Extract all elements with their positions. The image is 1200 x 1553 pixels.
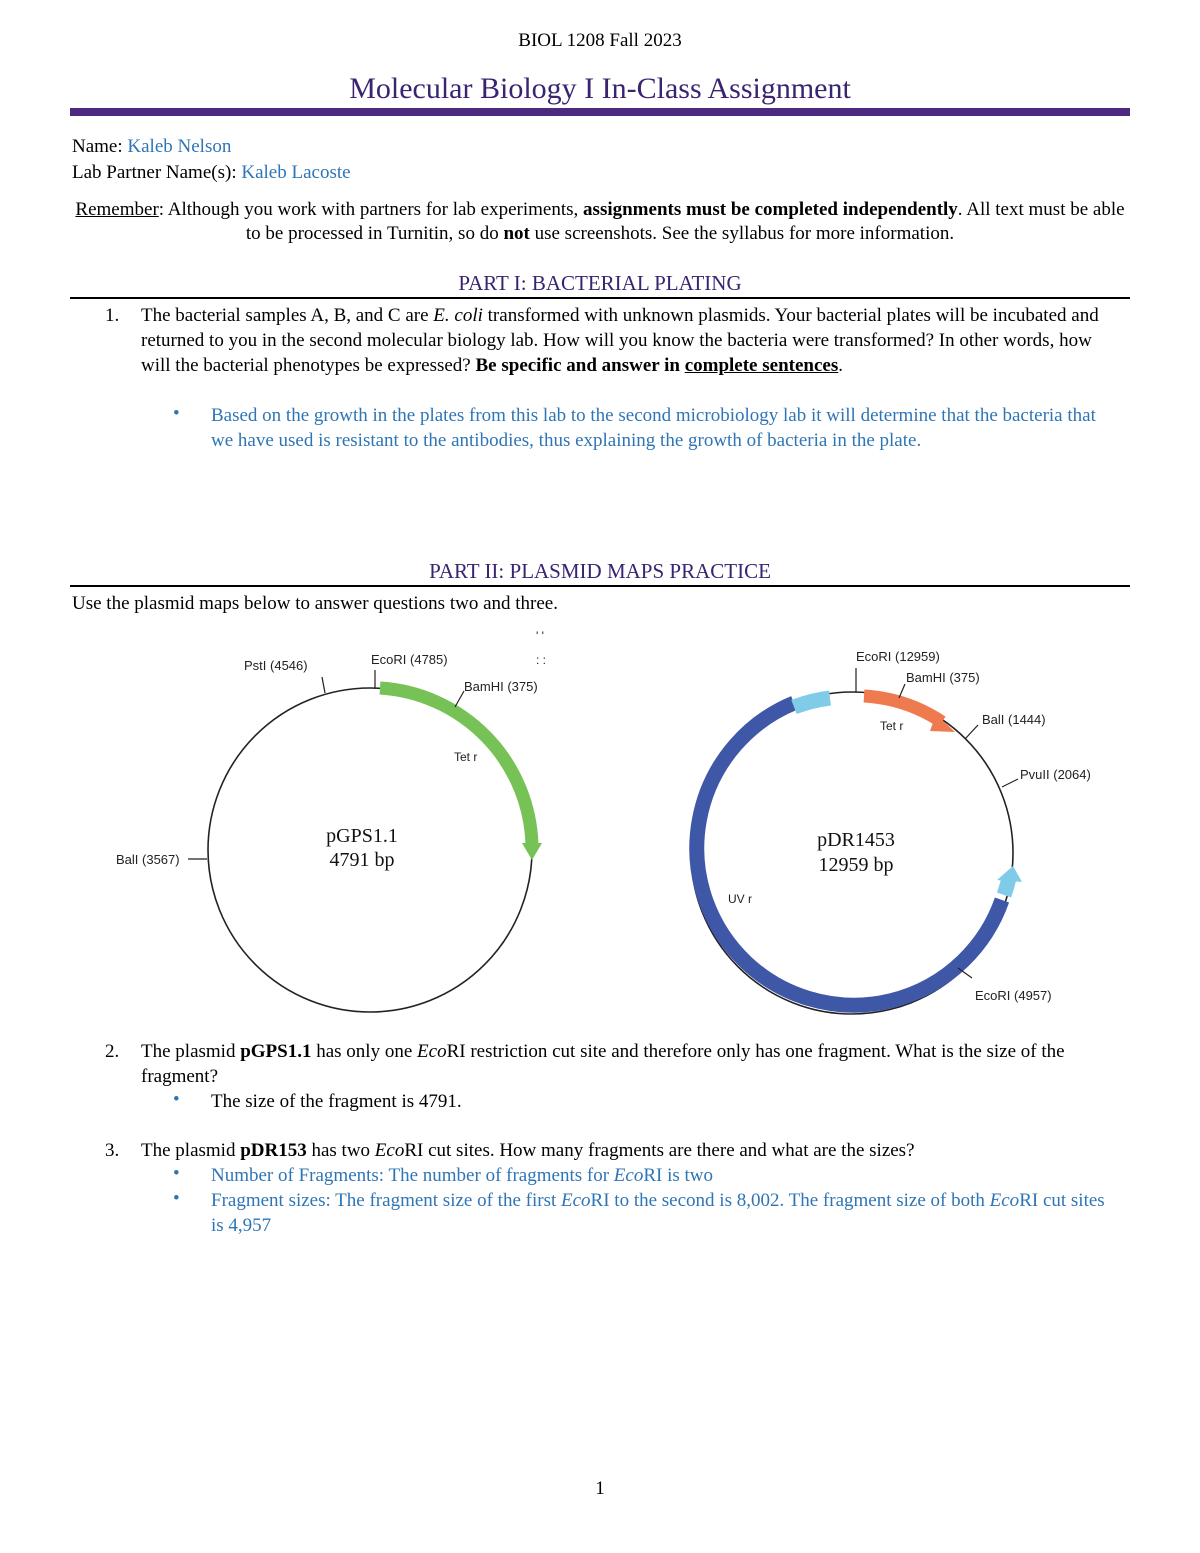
a3a-text-a: Number of Fragments: The number of fragments for bbox=[211, 1165, 614, 1186]
plasmid-2-name: pDR1453 bbox=[817, 829, 895, 851]
q1-end: . bbox=[838, 355, 843, 376]
name-label: Name: bbox=[72, 136, 128, 157]
remember-label: Remember bbox=[75, 199, 159, 220]
plasmid-1-name: pGPS1.1 bbox=[326, 825, 398, 847]
bal2-site-tick bbox=[965, 725, 978, 739]
q1-text-b: transformed with unknown plasmids. Your bacterial plates will be incubated and returned to you in the second molecular biology lab. How will you know the bacteria were transformed? In other words, how will the bacterial phenotypes be expressed? bbox=[141, 305, 1099, 376]
bullet-dot: • bbox=[173, 1089, 180, 1110]
stray-mark-1: ' ' bbox=[536, 629, 544, 643]
a3b-text-a: Fragment sizes: The fragment size of the first bbox=[211, 1190, 561, 1211]
plasmid-1-tet-arrowhead bbox=[522, 843, 542, 860]
label-bali-2: BalI (1444) bbox=[982, 712, 1046, 727]
a3b-text-b: RI to the second is 8,002. The fragment size of both bbox=[590, 1190, 990, 1211]
bam-site-tick bbox=[455, 691, 464, 707]
plasmid-1-tet-gene-arc bbox=[380, 688, 532, 845]
question-3-number: 3. bbox=[105, 1140, 120, 1161]
bullet-dot: • bbox=[173, 403, 180, 424]
q2-bold: pGPS1.1 bbox=[240, 1041, 312, 1062]
label-ecori-2a: EcoRI (12959) bbox=[856, 649, 940, 664]
plasmid-2-light-arrowhead bbox=[997, 866, 1022, 882]
remember-text-2: . All text must be able to be processed in Turnitin, so do bbox=[245, 199, 1125, 244]
course-header: BIOL 1208 Fall 2023 bbox=[518, 30, 682, 51]
bullet-dot: • bbox=[173, 1163, 180, 1184]
q1-bold: Be specific and answer in bbox=[475, 355, 685, 376]
plasmid-1-size: 4791 bp bbox=[329, 849, 395, 871]
label-uv-gene: UV r bbox=[728, 892, 752, 906]
a3a-text-b: RI is two bbox=[643, 1165, 714, 1186]
plasmid-2-light-segment-1 bbox=[794, 698, 830, 707]
bullet-dot: • bbox=[173, 1188, 180, 1209]
pvu-site-tick bbox=[1002, 779, 1018, 787]
q1-italic: E. coli bbox=[433, 305, 483, 326]
a3a-italic: Eco bbox=[613, 1165, 644, 1186]
q3-italic: Eco bbox=[374, 1140, 405, 1161]
a3b-italic-2: Eco bbox=[989, 1190, 1020, 1211]
q2-text-b: has only one bbox=[311, 1041, 418, 1062]
q2-italic: Eco bbox=[417, 1041, 447, 1062]
q3-text-c: RI cut sites. How many fragments are there and what are the sizes? bbox=[404, 1140, 915, 1161]
question-2-number: 2. bbox=[105, 1041, 120, 1062]
answer-1: Based on the growth in the plates from this lab to the second microbiology lab it will determine that the bacteria that we have used is resistant to the antibodies, thus explaining the growth of bacteria in the plate. bbox=[211, 405, 1096, 451]
page-number: 1 bbox=[595, 1478, 605, 1499]
question-3-text bbox=[141, 1138, 1116, 1163]
question-2-text bbox=[141, 1039, 1116, 1089]
label-bamhi-1: BamHI (375) bbox=[464, 679, 538, 694]
partner-label: Lab Partner Name(s): bbox=[72, 162, 242, 183]
a3b-italic: Eco bbox=[561, 1190, 591, 1211]
plasmid-map-pgps1-1 bbox=[116, 629, 546, 1012]
answer-2: The size of the fragment is 4791. bbox=[211, 1091, 462, 1112]
remember-text-1: : Although you work with partners for lab experiments, bbox=[158, 199, 584, 220]
label-bali-1: BalI (3567) bbox=[116, 852, 180, 867]
remember-bold-1: assignments must be completed independently bbox=[583, 199, 958, 220]
label-psti: PstI (4546) bbox=[244, 658, 308, 673]
label-ecori-1: EcoRI (4785) bbox=[371, 652, 448, 667]
a3b-text-c: RI cut sites is 4,957 bbox=[211, 1190, 1105, 1236]
plasmid-2-size: 12959 bp bbox=[818, 854, 894, 876]
label-bamhi-2: BamHI (375) bbox=[906, 670, 980, 685]
label-tet-gene-2: Tet r bbox=[880, 719, 904, 733]
q3-text-a: The plasmid bbox=[141, 1140, 241, 1161]
answer-3a bbox=[211, 1163, 1116, 1188]
label-tet-gene-1: Tet r bbox=[454, 750, 478, 764]
partner-value: Kaleb Lacoste bbox=[241, 162, 351, 183]
q1-bold-underline: complete sentences bbox=[684, 355, 839, 376]
part2-intro: Use the plasmid maps below to answer questions two and three. bbox=[72, 593, 558, 614]
pst-site-tick bbox=[322, 677, 325, 693]
label-pvuii: PvuII (2064) bbox=[1020, 767, 1091, 782]
name-value: Kaleb Nelson bbox=[127, 136, 232, 157]
part1-heading: PART I: BACTERIAL PLATING bbox=[458, 271, 742, 295]
q3-bold: pDR153 bbox=[240, 1140, 307, 1161]
q2-text-a: The plasmid bbox=[141, 1041, 241, 1062]
q1-text-a: The bacterial samples A, B, and C are bbox=[141, 305, 434, 326]
stray-mark-2: : : bbox=[536, 653, 547, 667]
answer-3b bbox=[211, 1188, 1116, 1238]
label-ecori-2b: EcoRI (4957) bbox=[975, 988, 1052, 1003]
remember-text-3: use screenshots. See the syllabus for more information. bbox=[529, 223, 955, 244]
bam2-site-tick bbox=[899, 684, 905, 698]
plasmid-map-pdr1453 bbox=[691, 649, 1091, 1014]
part2-heading: PART II: PLASMID MAPS PRACTICE bbox=[429, 559, 771, 583]
q3-text-b: has two bbox=[306, 1140, 375, 1161]
remember-bold-2: not bbox=[503, 223, 530, 244]
page-title: Molecular Biology I In-Class Assignment bbox=[349, 72, 851, 105]
q2-text-c: RI restriction cut site and therefore only has one fragment. What is the size of the fragment? bbox=[141, 1041, 1065, 1087]
question-1-number: 1. bbox=[105, 305, 120, 326]
